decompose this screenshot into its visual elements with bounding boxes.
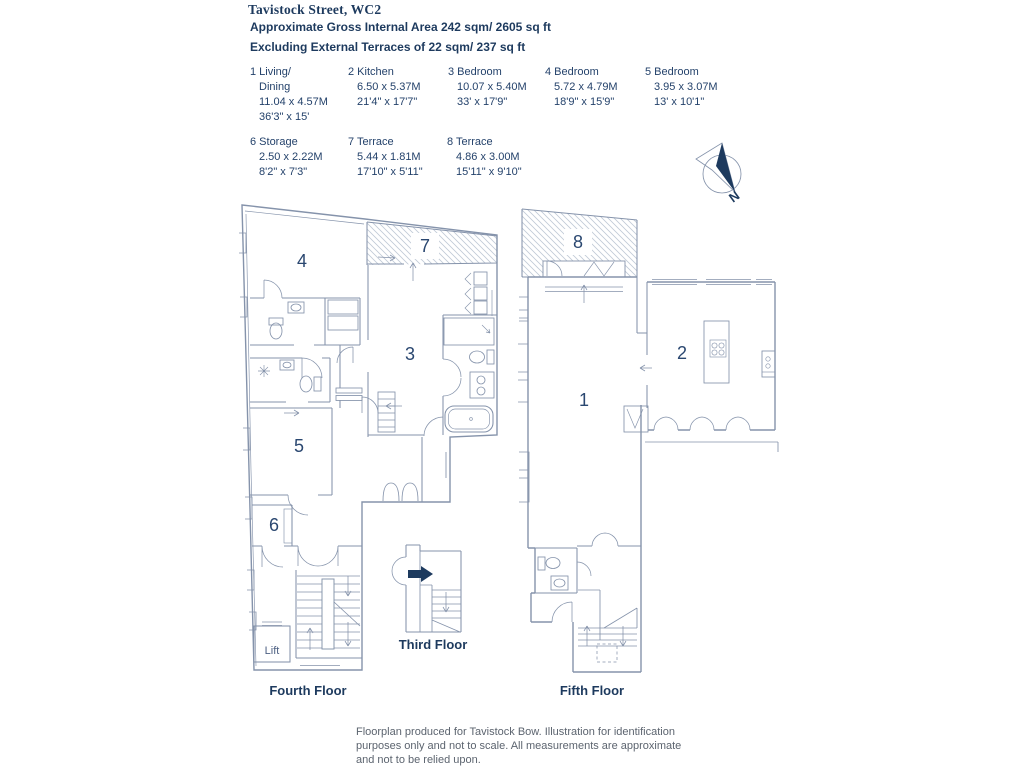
shower-enclosure: [444, 318, 494, 345]
bathroom-fixtures: [269, 300, 358, 339]
wardrobe-shelves: [474, 272, 487, 314]
room-label-5: 5: [293, 436, 305, 456]
legend-text: 4.86 x 3.00M: [456, 151, 520, 163]
stair-void-dashed: [597, 644, 617, 662]
room-label-8: 8: [572, 232, 584, 252]
legend-text: 3 Bedroom: [448, 66, 502, 78]
ensuite-fixtures: [470, 350, 495, 398]
gross-area-line: Approximate Gross Internal Area 242 sqm/ 2605 sq ft: [250, 20, 552, 34]
entry-arrow-shaft: [408, 570, 421, 578]
room-label-7: 7: [419, 236, 431, 256]
legend-text: 13' x 10'1": [654, 96, 705, 108]
legend-text: 6 Storage: [250, 136, 298, 148]
terrace-exclusion-line: Excluding External Terraces of 22 sqm/ 237 sq ft: [250, 40, 526, 54]
legend-text: 17'10" x 5'11": [357, 166, 423, 178]
room-label-1: 1: [578, 390, 590, 410]
legend-text: 10.07 x 5.40M: [457, 81, 527, 93]
disclaimer-line: Floorplan produced for Tavistock Bow. Illustration for identification: [356, 726, 675, 738]
legend-text: 8 Terrace: [447, 136, 493, 148]
fifth-floor-label: Fifth Floor: [559, 683, 625, 698]
kitchen-island: [704, 321, 729, 383]
fourth-floor-plan: [239, 205, 497, 698]
room-label-6: 6: [268, 515, 280, 535]
legend-text: 2 Kitchen: [348, 66, 394, 78]
north-label: N: [725, 187, 743, 206]
legend-text: 2.50 x 2.22M: [259, 151, 323, 163]
legend-text: 4 Bedroom: [545, 66, 599, 78]
page-title: Tavistock Street, WC2: [248, 2, 382, 17]
legend-text: 6.50 x 5.37M: [357, 81, 421, 93]
legend-text: 7 Terrace: [348, 136, 394, 148]
legend-text: 21'4" x 17'7": [357, 96, 418, 108]
disclaimer-line: and not to be relied upon.: [356, 754, 481, 766]
legend-text: 5.72 x 4.79M: [554, 81, 618, 93]
legend-text: 15'11" x 9'10": [456, 166, 522, 178]
room-label-3: 3: [404, 344, 416, 364]
legend-text: Dining: [259, 81, 291, 93]
mini-stair: [378, 392, 395, 432]
legend-text: 8'2" x 7'3": [259, 166, 308, 178]
legend-text: 3.95 x 3.07M: [654, 81, 718, 93]
fourth-floor-label: Fourth Floor: [269, 683, 347, 698]
disclaimer-line: purposes only and not to scale. All measurements are approximate: [356, 740, 682, 752]
bathroom2-fixtures: [280, 360, 362, 401]
legend-text: 11.04 x 4.57M: [259, 96, 328, 108]
entry-arrow-head: [421, 566, 433, 582]
third-floor-label: Third Floor: [398, 637, 468, 652]
stair-newel: [322, 579, 334, 649]
legend-text: 5.44 x 1.81M: [357, 151, 421, 163]
legend-text: 1 Living/: [250, 66, 291, 78]
legend-text: 36'3" x 15': [259, 111, 310, 123]
room-label-4: 4: [296, 251, 308, 271]
wc-fixtures: [538, 557, 568, 590]
legend-text: 5 Bedroom: [645, 66, 699, 78]
room-label-2: 2: [676, 343, 688, 363]
legend-text: 18'9" x 15'9": [554, 96, 615, 108]
fifth-floor-plan: [518, 209, 778, 698]
disclaimer: [356, 725, 681, 767]
legend-text: 33' x 17'9": [457, 96, 508, 108]
lift-label: Lift: [264, 645, 280, 657]
third-floor-plan: [392, 545, 467, 652]
north-compass-icon: [696, 143, 742, 205]
